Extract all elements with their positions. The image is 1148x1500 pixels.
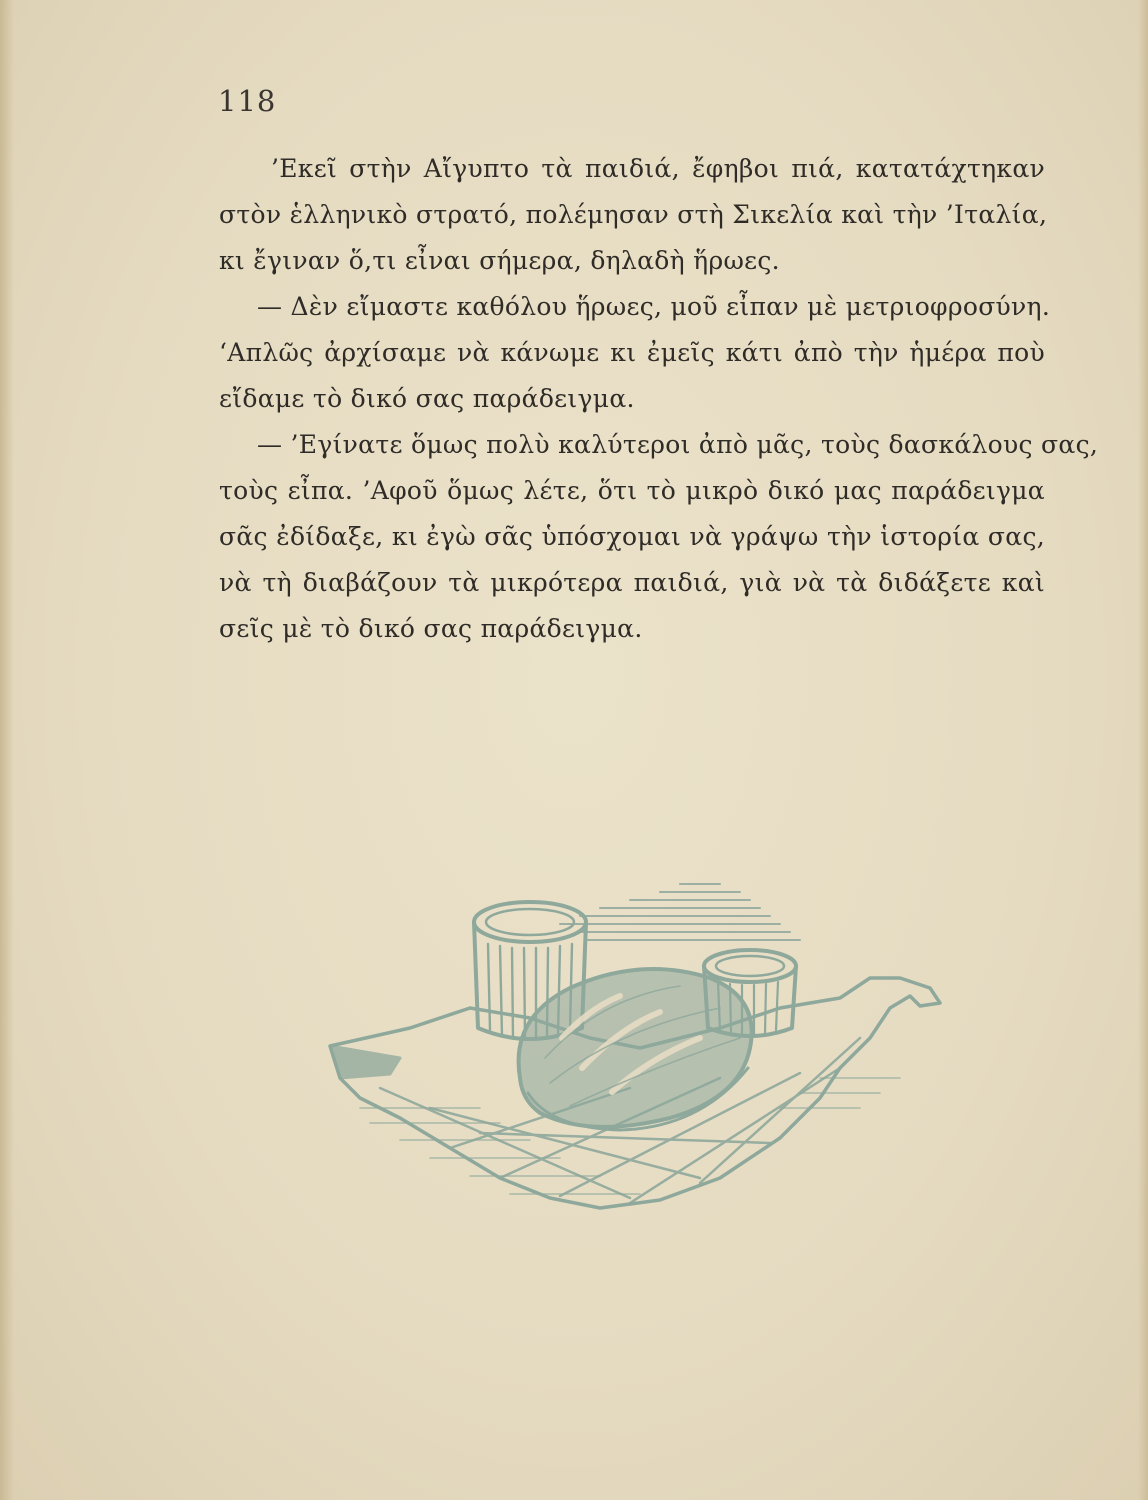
text-line: εἴδαμε τὸ δικό σας παράδειγμα. <box>219 384 635 413</box>
text-line: τοὺς εἶπα. ’Αφοῦ ὅμως λέτε, ὅτι τὸ μικρὸ δικό μας παράδειγμα <box>219 476 1045 505</box>
text-line: κι ἔγιναν ὅ,τι εἶναι σήμερα, δηλαδὴ ἥρωες. <box>219 246 780 275</box>
bread-and-cups-illustration <box>300 878 960 1218</box>
text-line: — Δὲν εἴμαστε καθόλου ἥρωες, μοῦ εἶπαν μὲ μετριοφροσύνη. <box>257 292 1051 321</box>
text-line: στὸν ἑλληνικὸ στρατό, πολέμησαν στὴ Σικελία καὶ τὴν ’Ιταλία, <box>219 200 1048 229</box>
text-line: ‘Απλῶς ἀρχίσαμε νὰ κάνωμε κι ἐμεῖς κάτι ἀπὸ τὴν ἡμέρα ποὺ <box>219 338 1045 367</box>
page-edge-left <box>0 0 14 1500</box>
body-text <box>219 146 1099 652</box>
page-edge-right <box>1138 0 1148 1500</box>
page-number: 118 <box>218 84 277 118</box>
text-line: σεῖς μὲ τὸ δικό σας παράδειγμα. <box>219 614 643 643</box>
text-line: νὰ τὴ διαβάζουν τὰ μικρότερα παιδιά, γιὰ νὰ τὰ διδάξετε καὶ <box>219 568 1045 597</box>
text-line: — ’Εγίνατε ὅμως πολὺ καλύτεροι ἀπὸ μᾶς, τοὺς δασκάλους σας, <box>257 430 1099 459</box>
text-line: ’Εκεῖ στὴν Αἴγυπτο τὰ παιδιά, ἔφηβοι πιά, κατατάχτηκαν <box>271 154 1045 183</box>
text-line: σᾶς ἐδίδαξε, κι ἐγὼ σᾶς ὑπόσχομαι νὰ γράψω τὴν ἱστορία σας, <box>219 522 1045 551</box>
